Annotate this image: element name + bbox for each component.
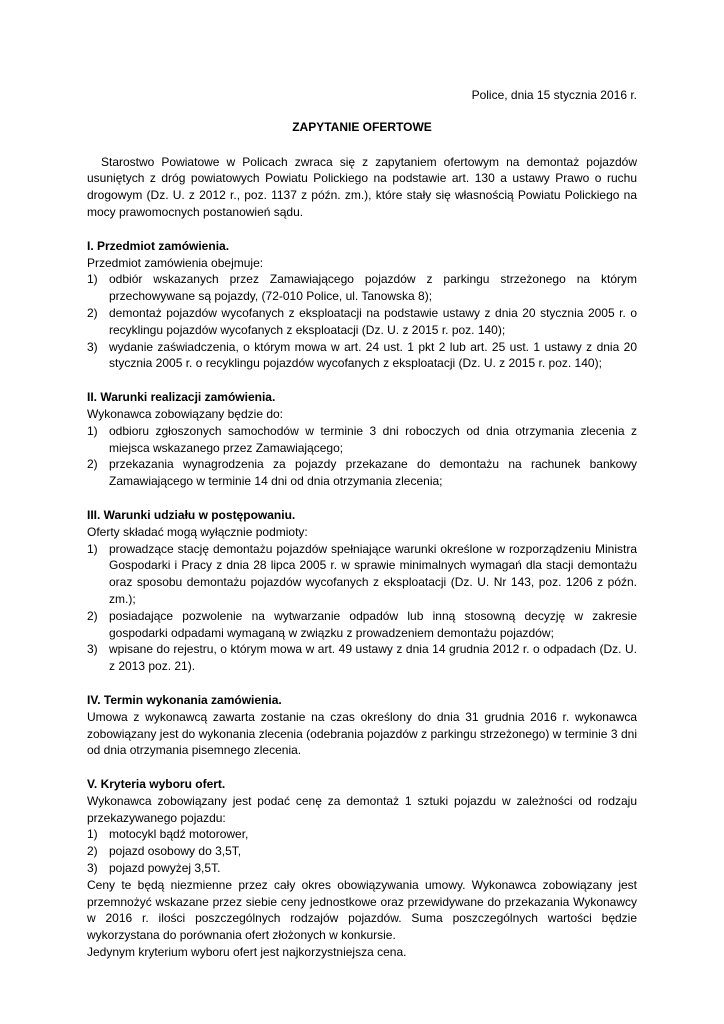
document-body bbox=[87, 87, 637, 961]
section-criteria bbox=[87, 776, 637, 961]
list-item bbox=[87, 860, 637, 877]
list-number: 1) bbox=[87, 541, 98, 556]
section-list bbox=[87, 826, 637, 876]
list-text: pojazd powyżej 3,5T. bbox=[109, 861, 221, 876]
section-participation bbox=[87, 507, 637, 675]
section-lead: Oferty składać mogą wyłącznie podmioty: bbox=[87, 524, 308, 539]
document-title: ZAPYTANIE OFERTOWE bbox=[292, 119, 432, 134]
list-item bbox=[87, 339, 637, 373]
section-list bbox=[87, 541, 637, 675]
list-text: wydanie zaświadczenia, o którym mowa w art. 24 ust. 1 pkt 2 lub art. 25 ust. 1 ustawy z dnia 20 stycznia 2005 r. o recyklingu pojazdów wycofanych z eksploatacji (Dz. U. z 2015 r. poz. 140); bbox=[109, 339, 637, 371]
list-item bbox=[87, 641, 637, 675]
section-paragraph: Jedynym kryterium wyboru ofert jest najkorzystniejsza cena. bbox=[87, 945, 407, 960]
section-list bbox=[87, 423, 637, 490]
section-paragraph: Umowa z wykonawcą zawarta zostanie na czas określony do dnia 31 grudnia 2016 r. wykonawca zobowiązany jest do wykonania zlecenia (odebrania pojazdów z parkingu strzeżonego) w terminie 3 dni od dnia otrzymania pisemnego zlecenia. bbox=[87, 709, 637, 758]
section-lead: Wykonawca zobowiązany będzie do: bbox=[87, 406, 284, 421]
list-item bbox=[87, 456, 637, 490]
list-text: przekazania wynagrodzenia za pojazdy przekazane do demontażu na rachunek bankowy Zamawiającego w terminie 14 dni od dnia otrzymania zlecenia; bbox=[109, 457, 637, 489]
list-text: prowadzące stację demontażu pojazdów spełniające warunki określone w rozporządzeniu Ministra Gospodarki i Pracy z dnia 28 lipca 2005 r. w sprawie minimalnych wymagań dla stacji demontażu oraz sposobu demontażu pojazdów wycofanych z eksploatacji (Dz. U. Nr 143, poz. 1206 z późn. zm.); bbox=[109, 541, 637, 606]
list-item bbox=[87, 826, 637, 843]
intro-paragraph: Starostwo Powiatowe w Policach zwraca się z zapytaniem ofertowym na demontaż pojazdów usuniętych z dróg powiatowych Powiatu Polickiego na podstawie art. 130 a ustawy Prawo o ruchu drogowym (Dz. U. z 2012 r., poz. 1137 z późn. zm.), które stały się własnością Powiatu Polickiego na mocy prawomocnych postanowień sądu. bbox=[87, 154, 637, 219]
list-item bbox=[87, 271, 637, 305]
section-subject bbox=[87, 238, 637, 372]
list-number: 3) bbox=[87, 861, 98, 876]
list-number: 2) bbox=[87, 457, 98, 472]
section-lead: Wykonawca zobowiązany jest podać cenę za demontaż 1 sztuki pojazdu w zależności od rodzaju przekazywanego pojazdu: bbox=[87, 793, 637, 825]
list-item bbox=[87, 843, 637, 860]
list-text: pojazd osobowy do 3,5T, bbox=[109, 844, 242, 859]
section-heading: II. Warunki realizacji zamówienia. bbox=[87, 390, 276, 405]
list-number: 1) bbox=[87, 272, 98, 287]
list-number: 3) bbox=[87, 339, 98, 354]
list-number: 2) bbox=[87, 305, 98, 320]
section-conditions bbox=[87, 389, 637, 490]
list-item bbox=[87, 305, 637, 339]
list-number: 2) bbox=[87, 844, 98, 859]
list-text: posiadające pozwolenie na wytwarzanie odpadów lub inną stosowną decyzję w zakresie gospodarki odpadami wymaganą w związku z prowadzeniem demontażu pojazdów; bbox=[109, 608, 637, 640]
section-lead: Przedmiot zamówienia obejmuje: bbox=[87, 255, 264, 270]
section-heading: I. Przedmiot zamówienia. bbox=[87, 238, 230, 253]
list-item bbox=[87, 541, 637, 608]
list-text: odbiór wskazanych przez Zamawiającego pojazdów z parkingu strzeżonego na którym przechowywane są pojazdy, (72-010 Police, ul. Tanowska 8); bbox=[109, 272, 637, 304]
section-deadline bbox=[87, 692, 637, 759]
list-text: motocykl bądź motorower, bbox=[109, 827, 249, 842]
list-number: 1) bbox=[87, 423, 98, 438]
date-line: Police, dnia 15 stycznia 2016 r. bbox=[471, 88, 637, 102]
list-text: wpisane do rejestru, o którym mowa w art. 49 ustawy z dnia 14 grudnia 2012 r. o odpadach (Dz. U. z 2013 poz. 21). bbox=[109, 642, 637, 674]
list-text: odbioru zgłoszonych samochodów w terminie 3 dni roboczych od dnia otrzymania zlecenia z miejsca wskazanego przez Zamawiającego; bbox=[109, 423, 637, 455]
list-item bbox=[87, 423, 637, 457]
list-item bbox=[87, 608, 637, 642]
list-number: 1) bbox=[87, 827, 98, 842]
section-list bbox=[87, 271, 637, 372]
section-paragraph: Ceny te będą niezmienne przez cały okres obowiązywania umowy. Wykonawca zobowiązany jest przemnożyć wskazane przez siebie ceny jednostkowe oraz przewidywane do przekazania Wykonawcy w 2016 r. ilości poszczególnych rodzajów pojazdów. Suma poszczególnych wartości będzie wykorzystana do porównania ofert złożonych w konkursie. bbox=[87, 877, 637, 943]
section-heading: IV. Termin wykonania zamówienia. bbox=[87, 692, 282, 707]
section-heading: V. Kryteria wyboru ofert. bbox=[87, 777, 226, 792]
section-heading: III. Warunki udziału w postępowaniu. bbox=[87, 507, 296, 522]
list-number: 2) bbox=[87, 608, 98, 623]
list-text: demontaż pojazdów wycofanych z eksploatacji na podstawie ustawy z dnia 20 stycznia 2005 r. o recyklingu pojazdów wycofanych z eksploatacji (Dz. U. z 2015 r. poz. 140); bbox=[109, 305, 637, 337]
list-number: 3) bbox=[87, 642, 98, 657]
